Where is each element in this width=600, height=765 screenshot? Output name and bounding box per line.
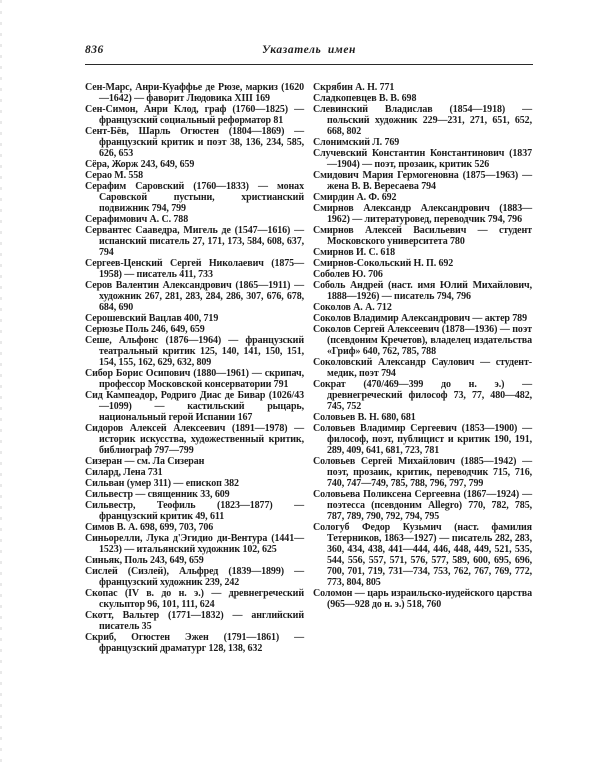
index-entry: Слевинский Владислав (1854—1918) — польский художник 229—231, 271, 651, 652, 668, 802 <box>313 104 532 137</box>
index-entry: Сизеран — см. Ла Сизеран <box>85 456 205 467</box>
index-entry: Сент-Бёв, Шарль Огюстен (1804—1869) — французский критик и поэт 38, 136, 234, 585, 626, 653 <box>85 126 304 159</box>
index-entry: Соболь Андрей (наст. имя Юлий Михайлович, 1888—1926) — писатель 794, 796 <box>313 280 532 302</box>
index-entry: Симов В. А. 698, 699, 703, 706 <box>85 522 214 533</box>
index-entry: Скопас (IV в. до н. э.) — древнегреческий скульптор 96, 101, 111, 624 <box>85 588 304 610</box>
index-entry: Синьорелли, Лука д'Эгидио ди-Вентура (1441—1523) — итальянский художник 102, 625 <box>85 533 304 555</box>
running-title: Указатель имен <box>261 44 357 56</box>
index-entry: Соколов Владимир Александрович — актер 789 <box>313 313 527 324</box>
index-entry: Сильвестр, Теофиль (1823—1877) — французский критик 49, 611 <box>85 500 304 522</box>
index-entry: Соловьев Сергей Михайлович (1885—1942) — поэт, прозаик, критик, переводчик 715, 716, 740, 747—749, 785, 788, 796, 797, 799 <box>313 456 532 489</box>
index-entry: Сервантес Сааведра, Мигель де (1547—1616) — испанский писатель 27, 171, 173, 584, 608, 637, 794 <box>85 225 304 258</box>
index-entry: Серов Валентин Александрович (1865—1911) — художник 267, 281, 283, 284, 286, 307, 676, 678, 684, 690 <box>85 280 304 313</box>
index-entry: Сеше, Альфонс (1876—1964) — французский театральный критик 125, 140, 141, 150, 151, 154, 155, 162, 629, 632, 809 <box>85 335 304 368</box>
page-header <box>85 44 533 62</box>
index-entry: Слонимский Л. 769 <box>313 137 400 148</box>
index-entry: Скриб, Огюстен Эжен (1791—1861) — французский драматург 128, 138, 632 <box>85 632 304 654</box>
index-entry: Соколовский Александр Саулович — студент-медик, поэт 794 <box>313 357 532 379</box>
index-entry: Серюзье Поль 246, 649, 659 <box>85 324 205 335</box>
index-entry: Смирнов-Сокольский Н. П. 692 <box>313 258 454 269</box>
index-entry: Смирнов Александр Александрович (1883—1962) — литературовед, переводчик 794, 796 <box>313 203 532 225</box>
index-entry: Соболев Ю. 706 <box>313 269 383 280</box>
index-entry: Силард, Лена 731 <box>85 467 163 478</box>
index-entry: Сергеев-Ценский Сергей Николаевич (1875—1958) — писатель 411, 733 <box>85 258 304 280</box>
header-rule <box>85 64 533 65</box>
index-entry: Сладкопевцев В. В. 698 <box>313 93 417 104</box>
index-entry: Соловьев Владимир Сергеевич (1853—1900) — философ, поэт, публицист и критик 190, 191, 289, 409, 641, 681, 723, 781 <box>313 423 532 456</box>
index-entry: Скрябин А. Н. 771 <box>313 82 395 93</box>
index-entry: Скотт, Вальтер (1771—1832) — английский писатель 35 <box>85 610 304 632</box>
index-entry: Соловьев В. Н. 680, 681 <box>313 412 416 423</box>
index-entry: Сибор Борис Осипович (1880—1961) — скрипач, профессор Московской консерватории 791 <box>85 368 304 390</box>
index-entry: Смидович Мария Гермогеновна (1875—1963) — жена В. В. Вересаева 794 <box>313 170 532 192</box>
index-entry: Сидоров Алексей Алексеевич (1891—1978) — историк искусства, художественный критик, библиограф 797—799 <box>85 423 304 456</box>
index-entry: Серафим Саровский (1760—1833) — монах Саровской пустыни, христианский подвижник 794, 799 <box>85 181 304 214</box>
index-entry: Соколов Сергей Алексеевич (1878—1936) — поэт (псевдоним Кречетов), владелец издательства «Гриф» 640, 762, 785, 788 <box>313 324 532 357</box>
index-entry: Сен-Марс, Анри-Куаффье де Рюзе, маркиз (1620—1642) — фаворит Людовика XIII 169 <box>85 82 304 104</box>
index-entry: Соломон — царь израильско-иудейского царства (965—928 до н. э.) 518, 760 <box>313 588 532 610</box>
index-entry: Соловьева Поликсена Сергеевна (1867—1924) — поэтесса (псевдоним Allegro) 770, 782, 785, 787, 789, 790, 792, 794, 795 <box>313 489 532 522</box>
index-entry: Сократ (470/469—399 до н. э.) — древнегреческий философ 73, 77, 480—482, 745, 752 <box>313 379 532 412</box>
index-column-right <box>313 82 532 610</box>
index-entry: Серафимович А. С. 788 <box>85 214 189 225</box>
index-entry: Соколов А. А. 712 <box>313 302 392 313</box>
index-entry: Смирдин А. Ф. 692 <box>313 192 397 203</box>
index-entry: Смирнов Алексей Васильевич — студент Московского университета 780 <box>313 225 532 247</box>
index-entry: Сильвестр — священник 33, 609 <box>85 489 230 500</box>
index-entry: Случевский Константин Константинович (1837—1904) — поэт, прозаик, критик 526 <box>313 148 532 170</box>
index-entry: Сильван (умер 311) — епископ 382 <box>85 478 239 489</box>
index-entry: Сен-Симон, Анри Клод, граф (1760—1825) — французский социальный реформатор 81 <box>85 104 304 126</box>
index-entry: Серао М. 558 <box>85 170 144 181</box>
page-number: 836 <box>85 44 104 56</box>
index-entry: Серошевский Вацлав 400, 719 <box>85 313 219 324</box>
index-entry: Смирнов И. С. 618 <box>313 247 396 258</box>
index-entry: Сёра, Жорж 243, 649, 659 <box>85 159 195 170</box>
index-entry: Сислей (Сизлей), Альфред (1839—1899) — французский художник 239, 242 <box>85 566 304 588</box>
index-entry: Синьяк, Поль 243, 649, 659 <box>85 555 204 566</box>
index-entry: Сологуб Федор Кузьмич (наст. фамилия Тетерников, 1863—1927) — писатель 282, 283, 360, 434, 438, 441—444, 446, 448, 449, 521, 535, 544, 556, 557, 571, 576, 577, 589, 600, 695, 696, 700, 701, 719, 731—734, 753, 762, 767, 769, 772, 773, 804, 805 <box>313 522 532 588</box>
scan-edge-artifact <box>0 0 2 765</box>
index-column-left <box>85 82 304 654</box>
index-entry: Сид Кампеадор, Родриго Диас де Бивар (1026/43—1099) — кастильский рыцарь, национальный герой Испании 167 <box>85 390 304 423</box>
